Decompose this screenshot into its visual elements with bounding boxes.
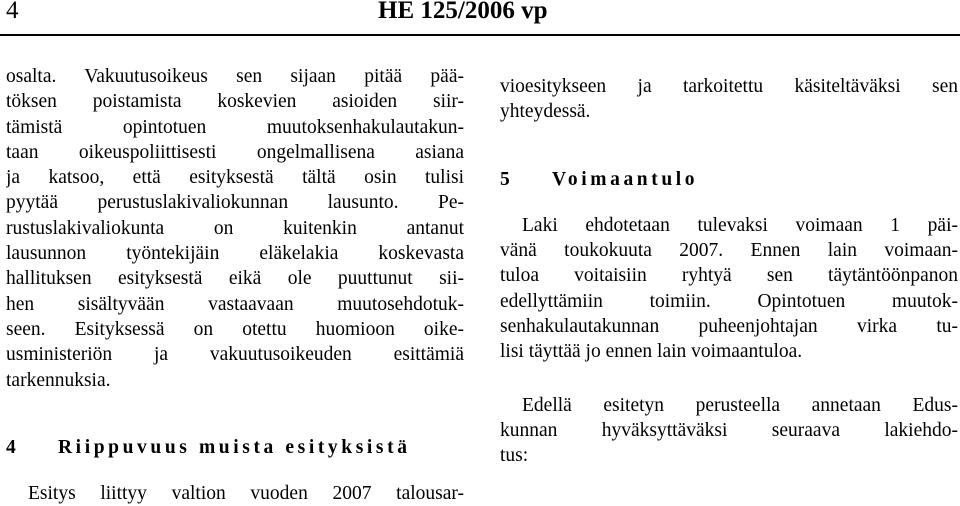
section-5-heading [500, 167, 958, 192]
text-line: tuloa voitaisiin ryhtyä sen täytäntöönpanon [500, 265, 958, 287]
section-number: 4 [6, 436, 16, 458]
document-reference: HE 125/2006 vp [378, 0, 548, 24]
text-line: yhteydessä. [500, 101, 591, 123]
text-line: kunnan hyväksyttäväksi seuraava lakiehdo- [500, 419, 958, 441]
section-4-heading [6, 435, 464, 460]
text-line: pyytää perustuslakivaliokunnan lausunto. Pe- [6, 192, 464, 214]
spacer [500, 365, 958, 393]
right-paragraph-1 [500, 74, 958, 125]
spacer [500, 125, 958, 167]
spacer [6, 460, 464, 481]
text-line: hen sisältyvään vastaavaan muutosehdotuk- [6, 293, 464, 315]
left-column [6, 64, 464, 506]
text-line: Laki ehdotetaan tulevaksi voimaan 1 päi- [522, 214, 958, 236]
left-paragraph-2 [6, 481, 464, 506]
right-paragraph-2 [500, 213, 958, 365]
text-line: Esitys liittyy valtion vuoden 2007 talousar- [28, 483, 464, 505]
text-line: senhakulautakunnan puheenjohtajan virka tu- [500, 316, 958, 338]
text-line: ja katsoo, että esityksestä tältä osin tulisi [6, 167, 464, 189]
header-rule [0, 34, 960, 36]
text-line: hallituksen esityksestä eikä ole puuttunut sii- [6, 268, 464, 290]
section-number: 5 [500, 168, 510, 190]
text-line: töksen poistamista koskevien asioiden siir- [6, 91, 464, 113]
right-paragraph-3 [500, 393, 958, 469]
text-line: osalta. Vakuutusoikeus sen sijaan pitää pää- [6, 66, 464, 87]
right-column [500, 74, 958, 469]
text-line: tarkennuksia. [6, 369, 111, 391]
text-line: lisi täyttää jo ennen lain voimaantuloa. [500, 341, 803, 363]
text-line: edellyttämiin toimiin. Opintotuen muutok- [500, 290, 958, 312]
text-line: vänä toukokuuta 2007. Ennen lain voimaan- [500, 240, 958, 262]
page-header [0, 0, 960, 30]
page-number: 4 [6, 0, 19, 24]
spacer [6, 393, 464, 435]
text-line: taan oikeuspoliittisesti ongelmallisena asiana [6, 141, 464, 163]
spacer [500, 192, 958, 213]
section-title: Riippuvuus muista esityksistä [58, 436, 411, 458]
section-title: Voimaantulo [552, 168, 699, 190]
text-line: rustuslakivaliokunta on kuitenkin antanut [6, 217, 464, 239]
text-line: lausunnon työntekijäin eläkelakia koskevasta [6, 243, 464, 265]
text-line: tämistä opintotuen muutoksenhakulautakun- [6, 116, 464, 138]
text-line: tus: [500, 445, 529, 467]
text-line: seen. Esityksessä on otettu huomioon oike- [6, 318, 464, 340]
text-line: Edellä esitetyn perusteella annetaan Edus- [522, 394, 958, 416]
left-paragraph-1 [6, 64, 464, 393]
text-line: vioesitykseen ja tarkoitettu käsiteltäväksi sen [500, 76, 958, 97]
text-line: usministeriön ja vakuutusoikeuden esittämiä [6, 344, 464, 366]
